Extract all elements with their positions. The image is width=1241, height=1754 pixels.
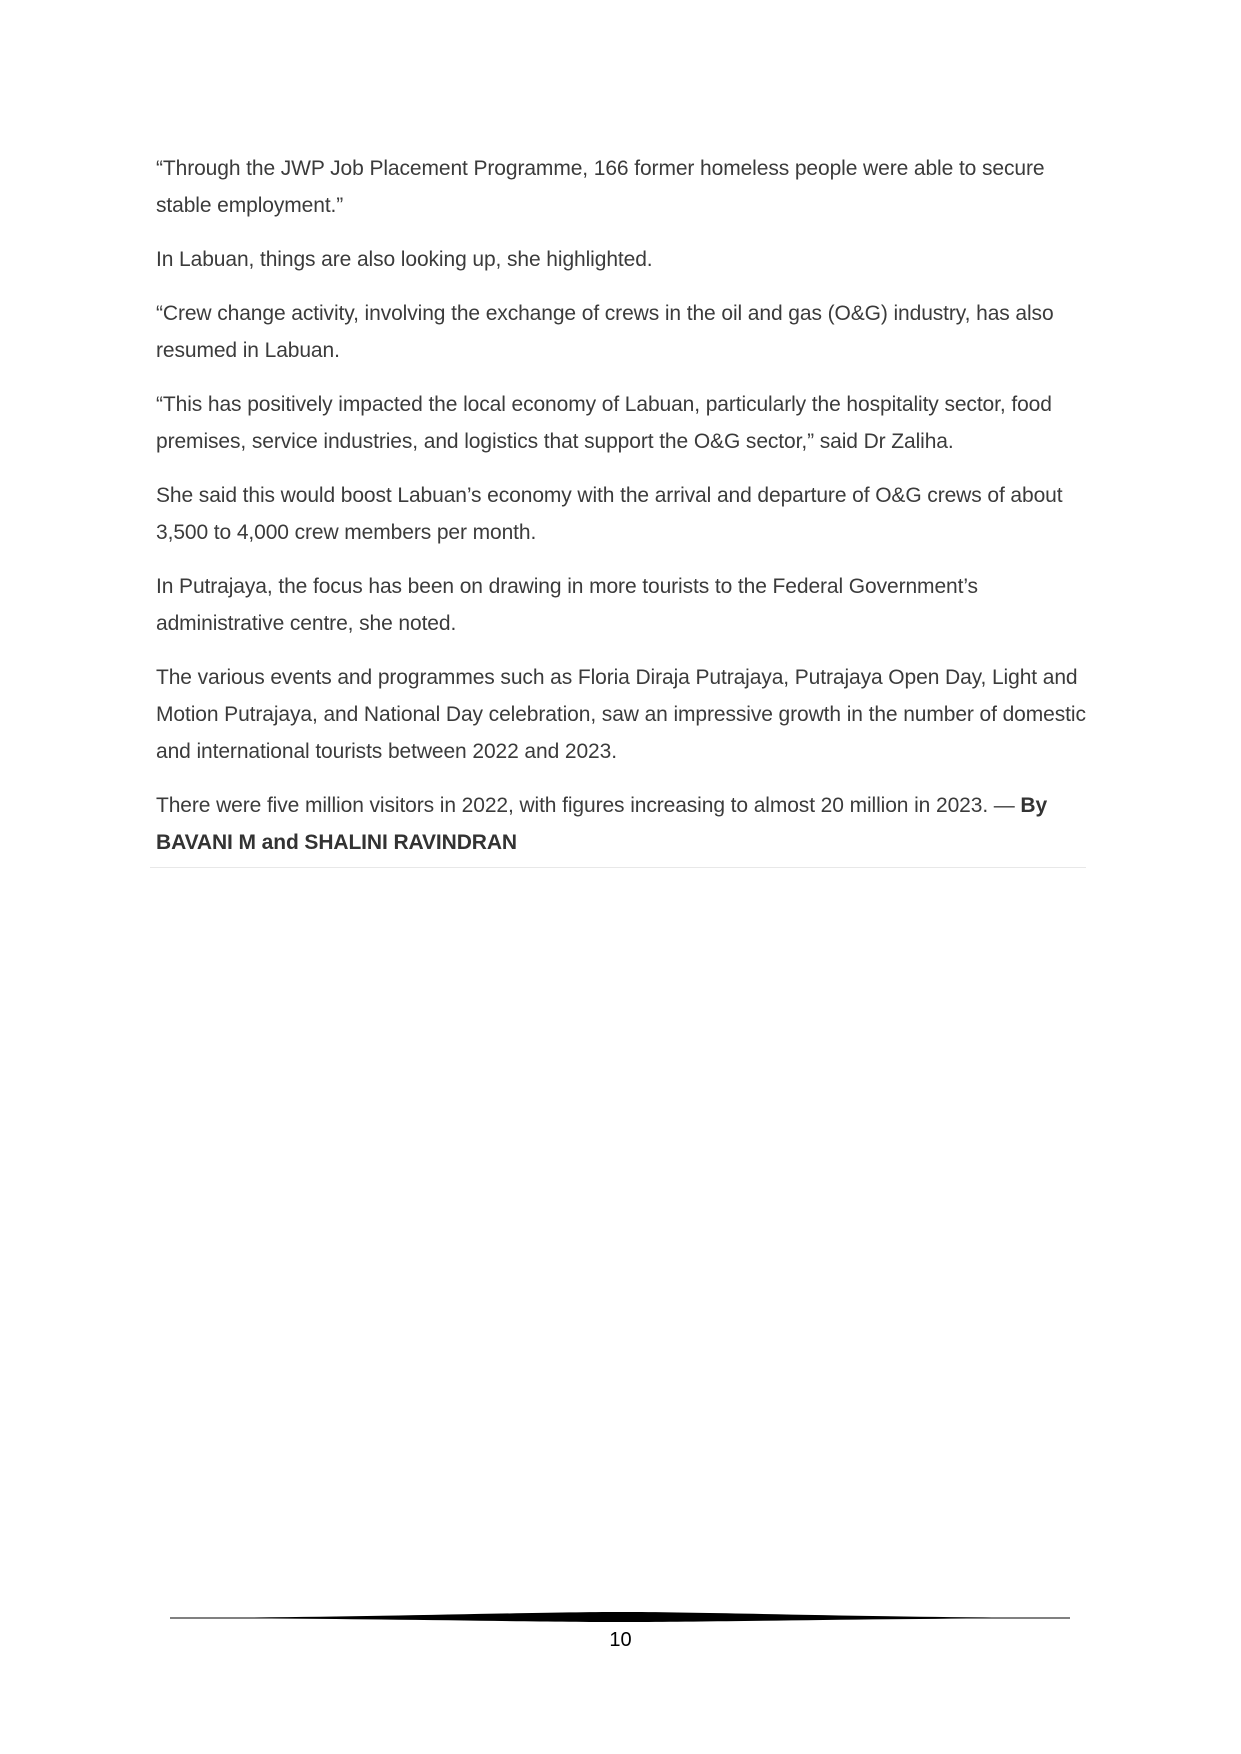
author-byline: By BAVANI M and SHALINI RAVINDRAN [156, 794, 1048, 854]
article-paragraph: “Crew change activity, involving the exchange of crews in the oil and gas (O&G) industry, has also resumed in Labuan. [156, 302, 1054, 362]
article-last-paragraph [156, 787, 1086, 861]
article-paragraph: “Through the JWP Job Placement Programme, 166 former homeless people were able to secure stable employment.” [156, 157, 1045, 217]
article-paragraph: She said this would boost Labuan’s economy with the arrival and departure of O&G crews of about 3,500 to 4,000 crew members per month. [156, 484, 1063, 544]
footer-divider [170, 1610, 1070, 1626]
page-number: 10 [609, 1629, 632, 1651]
article-paragraph-text: There were five million visitors in 2022, with figures increasing to almost 20 million in 2023. — [156, 794, 1021, 817]
article-paragraph: “This has positively impacted the local economy of Labuan, particularly the hospitality sector, food premises, service industries, and logistics that support the O&G sector,” said Dr Zaliha. [156, 393, 1052, 453]
article-body [150, 150, 1086, 868]
article-paragraph: In Labuan, things are also looking up, she highlighted. [156, 248, 653, 271]
article-paragraph: In Putrajaya, the focus has been on drawing in more tourists to the Federal Government’s administrative centre, she noted. [156, 575, 978, 635]
article-paragraph: The various events and programmes such as Floria Diraja Putrajaya, Putrajaya Open Day, Light and Motion Putrajaya, and National Day celebration, saw an impressive growth in the number of domestic and international tourists between 2022 and 2023. [156, 666, 1086, 763]
